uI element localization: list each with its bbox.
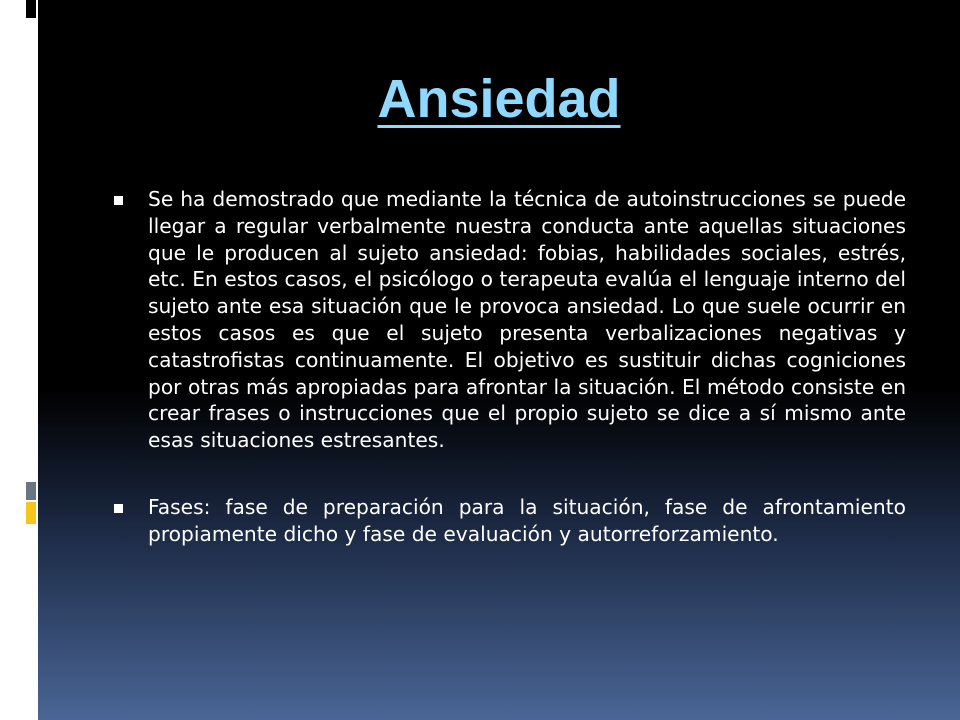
slide-content	[112, 186, 906, 588]
bullet-text: Se ha demostrado que mediante la técnica de autoinstrucciones se puede llegar a regular verbalmente nuestra conducta ante aquellas situaciones que le producen al sujeto ansiedad: fobias, habilidades sociales, estrés, etc. En estos casos, el psicólogo o terapeuta evalúa el lenguaje interno del sujeto ante esa situación que le provoca ansiedad. Lo que suele ocurrir en estos casos es que el sujeto presenta verbalizaciones negativas y catastrofistas continuamente. El objetivo es sustituir dichas cogniciones por otras más apropiadas para afrontar la situación. El método consiste en crear frases o instrucciones que el propio sujeto se dice a sí mismo ante esas situaciones estresantes.	[148, 187, 906, 453]
square-bullet-icon	[114, 196, 123, 205]
slide-title-text: Ansiedad	[377, 69, 621, 129]
slide-title	[38, 64, 960, 134]
bullet-text: Fases: fase de preparación para la situación, fase de afrontamiento propiamente dicho y fase de evaluación y autorreforzamiento.	[148, 494, 906, 546]
left-bar-accent-gray	[26, 482, 36, 500]
bullet-item	[112, 494, 906, 548]
left-bar-accent-yellow	[26, 502, 36, 524]
left-bar-accent-black	[26, 0, 36, 18]
square-bullet-icon	[114, 504, 123, 513]
bullet-item	[112, 186, 906, 454]
left-decorative-bar	[0, 0, 38, 720]
